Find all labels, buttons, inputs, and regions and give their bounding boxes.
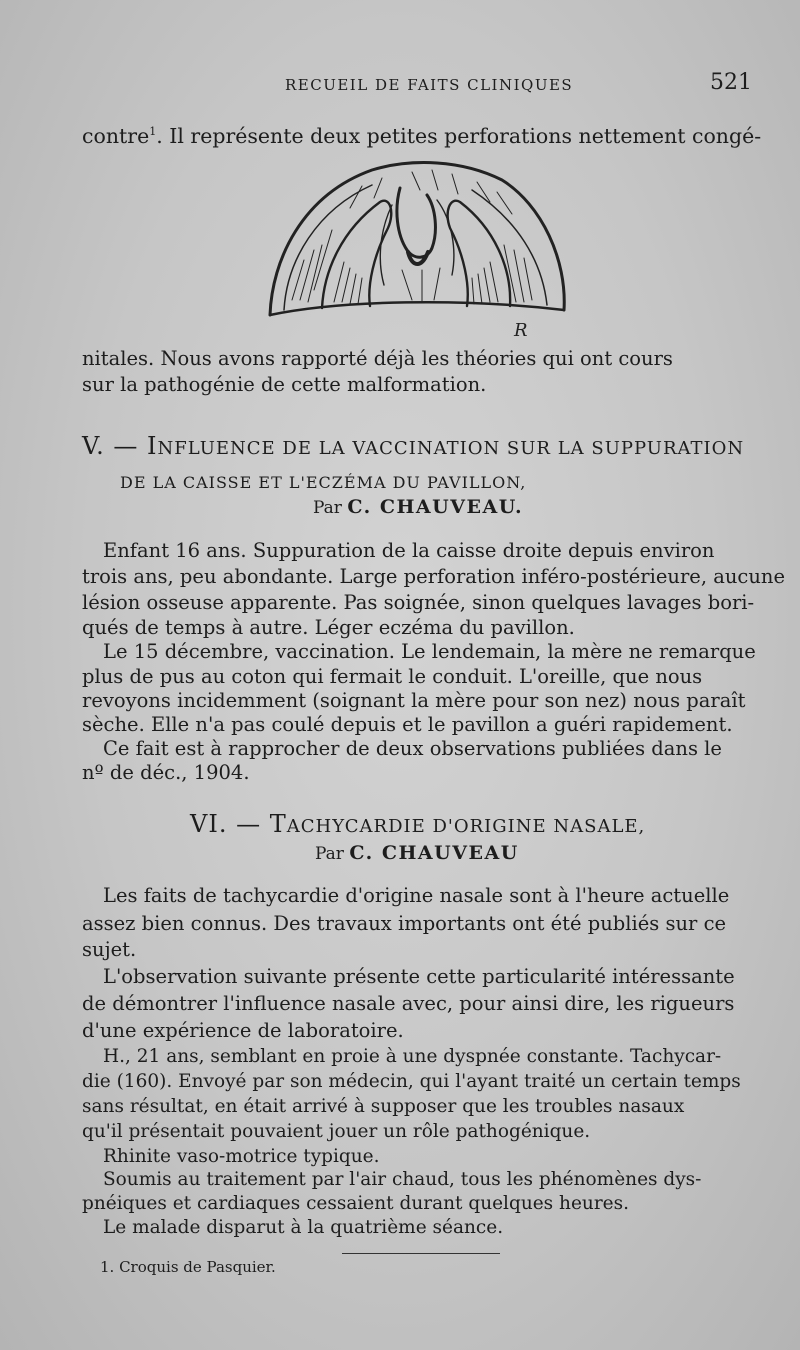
running-title: RECUEIL DE FAITS CLINIQUES bbox=[285, 76, 574, 94]
tympanic-perforation-sketch bbox=[262, 150, 572, 340]
section-6-author: Par C. CHAUVEAU bbox=[315, 842, 519, 864]
s6-para-line: die (160). Envoyé par son médecin, qui l'ayant traité un certain temps bbox=[82, 1071, 741, 1092]
section-6-title: VI. — TACHYCARDIE D'ORIGINE NASALE, bbox=[190, 810, 646, 838]
section-5-author: Par C. CHAUVEAU. bbox=[313, 496, 524, 518]
s6-para-line: qu'il présentait pouvaient jouer un rôle pathogénique. bbox=[82, 1121, 591, 1142]
s6-para-line: de démontrer l'influence nasale avec, pour ainsi dire, les rigueurs bbox=[82, 992, 735, 1015]
page-number: 521 bbox=[710, 70, 752, 95]
s5-para-line: trois ans, peu abondante. Large perforation inféro-postérieure, aucune bbox=[82, 565, 785, 588]
s6-para-line: d'une expérience de laboratoire. bbox=[82, 1019, 404, 1042]
intro-line-1: contre$^1$. Il représente deux petites perforations nettement congé- bbox=[82, 123, 762, 148]
intro-line-3: sur la pathogénie de cette malformation. bbox=[82, 373, 487, 396]
section-5-title-line-2: DE LA CAISSE ET L'ECZÉMA DU PAVILLON, bbox=[120, 473, 527, 492]
s6-para-line: Les faits de tachycardie d'origine nasale sont à l'heure actuelle bbox=[103, 884, 730, 907]
s5-para-line: Ce fait est à rapprocher de deux observations publiées dans le bbox=[103, 737, 722, 760]
intro-line-2: nitales. Nous avons rapporté déjà les théories qui ont cours bbox=[82, 347, 673, 370]
s6-para-line: Soumis au traitement par l'air chaud, tous les phénomènes dys- bbox=[103, 1169, 702, 1190]
s6-para-line: sujet. bbox=[82, 938, 137, 961]
s5-para-line: Le 15 décembre, vaccination. Le lendemain, la mère ne remarque bbox=[103, 640, 756, 663]
s6-para-line: H., 21 ans, semblant en proie à une dyspnée constante. Tachycar- bbox=[103, 1046, 722, 1067]
s5-para-line: lésion osseuse apparente. Pas soignée, sinon quelques lavages bori- bbox=[82, 591, 755, 614]
s5-para-line: nº de déc., 1904. bbox=[82, 761, 250, 784]
s5-para-line: qués de temps à autre. Léger eczéma du pavillon. bbox=[82, 616, 575, 639]
page-header bbox=[80, 70, 760, 100]
s5-para-line: sèche. Elle n'a pas coulé depuis et le pavillon a guéri rapidement. bbox=[82, 713, 733, 736]
s5-para-line: revoyons incidemment (soignant la mère pour son nez) nous paraît bbox=[82, 689, 746, 712]
s6-para-line: assez bien connus. Des travaux importants ont été publiés sur ce bbox=[82, 912, 727, 935]
s6-para-line: Rhinite vaso-motrice typique. bbox=[103, 1146, 380, 1167]
s5-para-line: plus de pus au coton qui fermait le conduit. L'oreille, que nous bbox=[82, 665, 703, 688]
s6-para-line: sans résultat, en était arrivé à supposer que les troubles nasaux bbox=[82, 1096, 685, 1117]
svg-text:R: R bbox=[514, 320, 528, 340]
s6-para-line: pnéiques et cardiaques cessaient durant quelques heures. bbox=[82, 1193, 629, 1214]
s5-para-line: Enfant 16 ans. Suppuration de la caisse droite depuis environ bbox=[103, 539, 715, 562]
s6-para-line: Le malade disparut à la quatrième séance. bbox=[103, 1217, 504, 1238]
footnote-rule bbox=[342, 1253, 500, 1254]
footnote: 1. Croquis de Pasquier. bbox=[100, 1258, 276, 1276]
section-5-title: V. — INFLUENCE DE LA VACCINATION SUR LA SUPPURATION bbox=[82, 432, 745, 460]
s6-para-line: L'observation suivante présente cette particularité intéressante bbox=[103, 965, 735, 988]
